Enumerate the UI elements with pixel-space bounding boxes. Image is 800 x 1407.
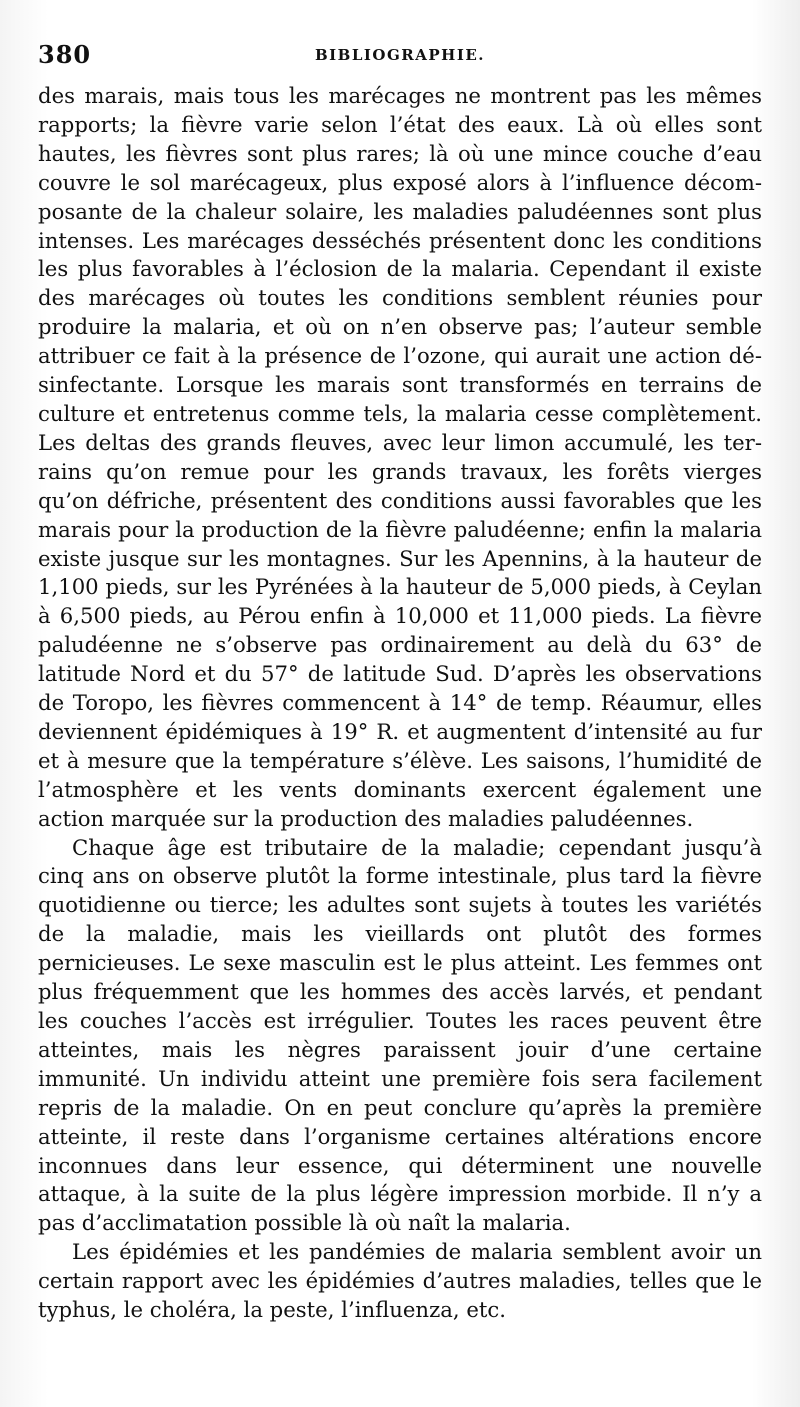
paragraph: Chaque âge est tributaire de la maladie; cependant jusqu’à cinq ans on observe plutôt la forme intestinale, plus tard la fièvre quotidienne ou tierce; les adultes sont sujets à toutes les variétés de la maladie, mais les vieillards ont plutôt des formes pernicieuses. Le sexe masculin est le plus atteint. Les femmes ont plus fréquemment que les hommes des accès larvés, et pendant les couches l’accès est irrégulier. Toutes les races peuvent être atteintes, mais les nègres paraissent jouir d’une certaine immunité. Un individu atteint une première fois sera facilement repris de la maladie. On en peut conclure qu’après la première atteinte, il reste dans l’organisme certaines altérations encore inconnues dans leur essence, qui déterminent une nouvelle attaque, à la suite de la plus légère impression morbide. Il n’y a pas d’acclimatation possible là où naît la malaria. [38,834,762,1236]
page-number: 380 [38,40,92,69]
page-header [38,40,762,76]
body-text [38,82,762,1325]
running-title: BIBLIOGRAPHIE. [314,46,486,64]
paragraph: des marais, mais tous les marécages ne montrent pas les mêmes rapports; la fièvre varie selon l’état des eaux. Là où elles sont hautes, les fièvres sont plus rares; là où une mince couche d’eau couvre le sol marécageux, plus exposé alors à l’influence décomposante de la chaleur solaire, les maladies paludéennes sont plus intenses. Les marécages desséchés présentent donc les conditions les plus favorables à l’éclosion de la malaria. Cependant il existe des marécages où toutes les conditions semblent réunies pour produire la malaria, et où on n’en observe pas; l’auteur semble attribuer ce fait à la présence de l’ozone, qui aurait une action désinfectante. Lorsque les marais sont transformés en terrains de culture et entretenus comme tels, la malaria cesse complètement. Les deltas des grands fleuves, avec leur limon accumulé, les terrains qu’on remue pour les grands travaux, les forêts vierges qu’on défriche, présentent des conditions aussi favorables que les marais pour la production de la fièvre paludéenne; enfin la malaria existe jusque sur les montagnes. Sur les Apennins, à la hauteur de 1,100 pieds, sur les Pyrénées à la hauteur de 5,000 pieds, à Ceylan à 6,500 pieds, au Pérou enfin à 10,000 et 11,000 pieds. La fièvre paludéenne ne s’observe pas ordinairement au delà du 63° de latitude Nord et du 57° de latitude Sud. D’après les observations de Toropo, les fièvres commencent à 14° de temp. Réaumur, elles deviennent épidémiques à 19° R. et augmentent d’intensité au fur et à mesure que la température s’élève. Les saisons, l’humidité de l’atmosphère et les vents dominants exercent également une action marquée sur la production des maladies paludéennes. [38,83,762,831]
paragraph: Les épidémies et les pandémies de malaria semblent avoir un certain rapport avec les épidémies d’autres maladies, telles que le typhus, le choléra, la peste, l’influenza, etc. [38,1239,762,1323]
